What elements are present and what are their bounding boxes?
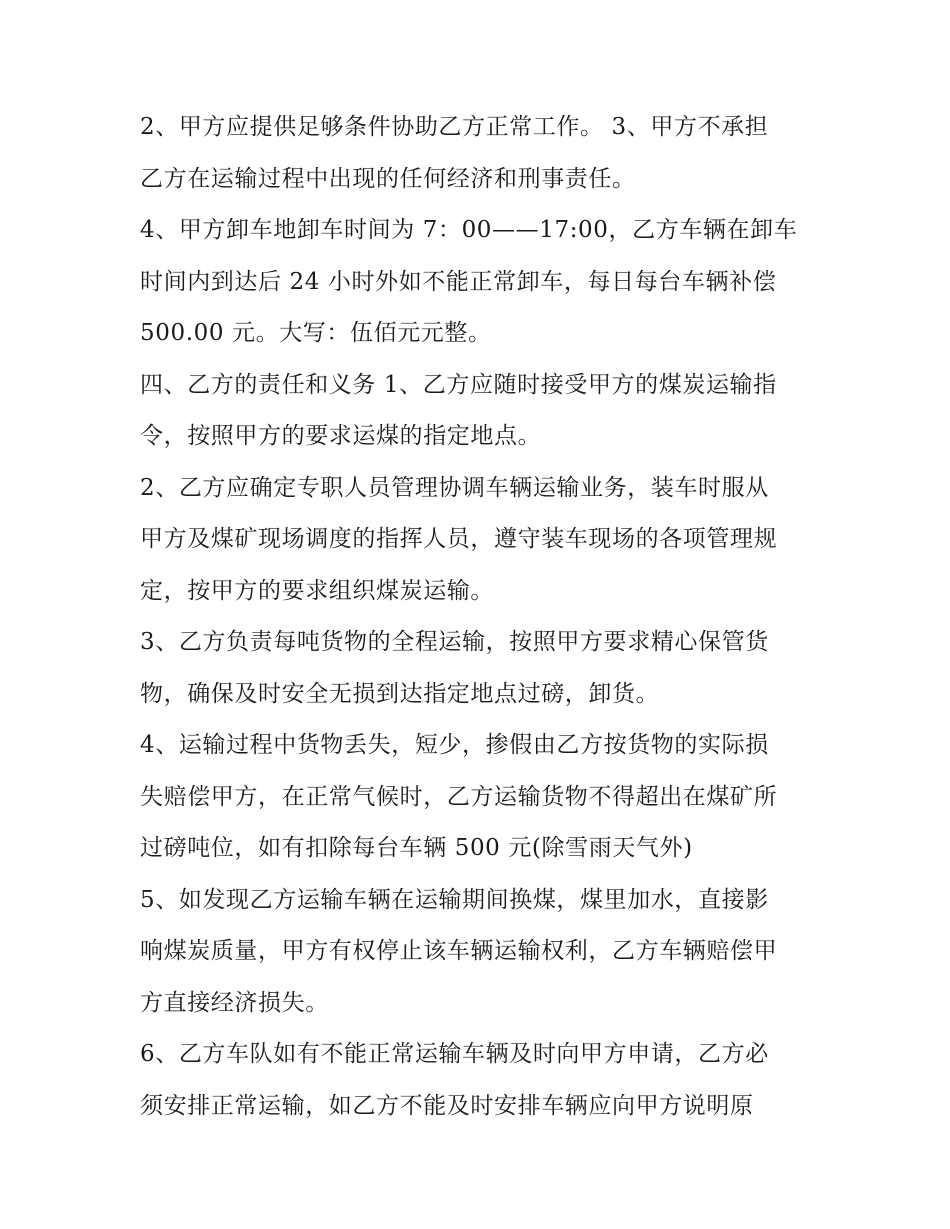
text-line: 失赔偿甲方，在正常气候时，乙方运输货物不得超出在煤矿所 <box>140 783 778 810</box>
text-line: 须安排正常运输，如乙方不能及时安排车辆应向甲方说明原 <box>140 1092 754 1119</box>
text-line: 四、乙方的责任和义务 1、乙方应随时接受甲方的煤炭运输指 <box>140 371 777 398</box>
text-line: 6、乙方车队如有不能正常运输车辆及时向甲方申请，乙方必 <box>140 1041 769 1067</box>
text-line: 2、甲方应提供足够条件协助乙方正常工作。 3、甲方不承担 <box>140 114 769 140</box>
text-line: 令，按照甲方的要求运煤的指定地点。 <box>140 423 542 449</box>
text-line: 2、乙方应确定专职人员管理协调车辆运输业务，装车时服从 <box>140 474 769 501</box>
text-line: 甲方及煤矿现场调度的指挥人员，遵守装车现场的各项管理规 <box>140 526 778 552</box>
text-line: 乙方在运输过程中出现的任何经济和刑事责任。 <box>140 165 636 192</box>
text-line: 500.00 元。大写：伍佰元元整。 <box>140 320 492 346</box>
text-line: 物，确保及时安全无损到达指定地点过磅，卸货。 <box>140 680 660 707</box>
document-body <box>140 102 820 1132</box>
text-line: 定，按甲方的要求组织煤炭运输。 <box>140 577 494 604</box>
text-line: 5、如发现乙方运输车辆在运输期间换煤，煤里加水，直接影 <box>140 886 769 913</box>
text-line: 4、甲方卸车地卸车时间为 7：00——17:00，乙方车辆在卸车 <box>140 217 798 243</box>
text-line: 3、乙方负责每吨货物的全程运输，按照甲方要求精心保管货 <box>140 629 769 655</box>
text-line: 4、运输过程中货物丢失，短少，掺假由乙方按货物的实际损 <box>140 732 769 758</box>
text-line: 方直接经济损失。 <box>140 989 329 1016</box>
text-line: 响煤炭质量，甲方有权停止该车辆运输权利，乙方车辆赔偿甲 <box>140 938 778 964</box>
text-line: 过磅吨位，如有扣除每台车辆 500 元(除雪雨天气外) <box>140 835 693 861</box>
text-line: 时间内到达后 24 小时外如不能正常卸车，每日每台车辆补偿 <box>140 268 777 295</box>
